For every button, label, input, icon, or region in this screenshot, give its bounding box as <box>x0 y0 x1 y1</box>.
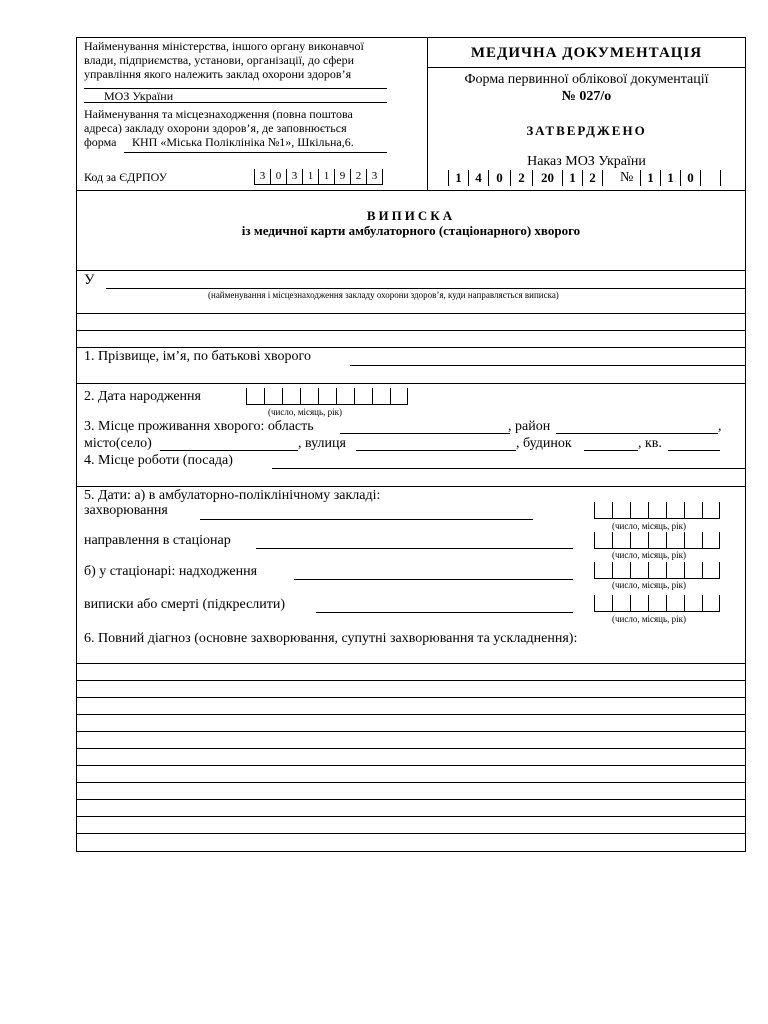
edrpou-digit: 1 <box>303 169 319 184</box>
discharge-date-cells[interactable] <box>594 595 720 612</box>
order-number-digit: 1 <box>641 170 661 186</box>
order-number-cells[interactable] <box>640 170 721 186</box>
doc-subtitle: із медичної карти амбулаторного (стаціонарного) хворого <box>241 223 581 238</box>
facility-label-line1: Найменування та місцезнаходження (повна поштова <box>84 107 353 121</box>
recipient-line-3[interactable] <box>76 330 746 331</box>
form-number: № 027/о <box>561 89 612 104</box>
residence-apt-label: , кв. <box>638 436 662 451</box>
birth-date-hint: (число, місяць, рік) <box>268 407 342 417</box>
diagnosis-line[interactable] <box>76 765 746 766</box>
discharge-line[interactable] <box>316 612 573 613</box>
workplace-line[interactable] <box>272 468 746 469</box>
residence-house-line[interactable] <box>584 450 638 451</box>
edrpou-digit: 3 <box>255 169 271 184</box>
field1-top-line <box>76 347 746 348</box>
ministry-value[interactable]: МОЗ України <box>104 89 174 103</box>
header-bottom-line <box>76 190 746 191</box>
ministry-underline-2 <box>84 102 387 103</box>
referral-date-hint: (число, місяць, рік) <box>612 550 686 560</box>
admission-date-cells[interactable] <box>594 562 720 579</box>
order-date-digit: 4 <box>469 170 489 186</box>
residence-district-label: , район <box>508 419 551 434</box>
header-right-line <box>427 67 746 68</box>
order-number-digit <box>701 170 721 186</box>
order-date-cells[interactable] <box>448 170 603 186</box>
diagnosis-label: 6. Повний діагноз (основне захворювання, супутні захворювання та ускладнення): <box>84 631 578 646</box>
order-date-digit: 2 <box>583 170 603 186</box>
diagnosis-line[interactable] <box>76 714 746 715</box>
ministry-label-line2: влади, підприємства, установи, організації, до сфери <box>84 53 355 67</box>
edrpou-label: Код за ЄДРПОУ <box>84 170 168 184</box>
residence-house-label: , будинок <box>516 436 572 451</box>
facility-label-line2: адреса) закладу охорони здоров’я, де заповнюється <box>84 121 347 135</box>
diagnosis-line[interactable] <box>76 782 746 783</box>
to-label: У <box>84 272 95 288</box>
birth-date-label: 2. Дата народження <box>84 389 201 404</box>
facility-label-prefix: форма <box>84 135 117 149</box>
dates-label: 5. Дати: а) в амбулаторно-поліклінічному закладі: <box>84 488 381 503</box>
residence-comma: , <box>718 419 722 434</box>
residence-street-line[interactable] <box>356 450 516 451</box>
ministry-label-line3: управління якого належить заклад охорони здоров’я <box>84 67 352 81</box>
form-line: Форма первинної облікової документації <box>464 72 709 87</box>
field1-bottom-line <box>76 383 746 384</box>
edrpou-digit: 0 <box>271 169 287 184</box>
illness-date-hint: (число, місяць, рік) <box>612 521 686 531</box>
order-number-digit: 1 <box>661 170 681 186</box>
diagnosis-line[interactable] <box>76 697 746 698</box>
illness-line[interactable] <box>200 519 533 520</box>
facility-value[interactable]: КНП «Міська Поліклініка №1», Шкільна,6. <box>132 135 354 149</box>
diagnosis-line[interactable] <box>76 748 746 749</box>
patient-name-line[interactable] <box>350 365 746 366</box>
residence-region-label: 3. Місце проживання хворого: область <box>84 419 314 434</box>
edrpou-digit: 2 <box>351 169 367 184</box>
diagnosis-line[interactable] <box>76 816 746 817</box>
order-date-digit: 0 <box>489 170 511 186</box>
edrpou-digit: 3 <box>367 169 383 184</box>
doc-title: МЕДИЧНА ДОКУМЕНТАЦІЯ <box>470 45 703 61</box>
order-date-digit: 2 <box>511 170 533 186</box>
admission-line[interactable] <box>294 579 573 580</box>
referral-line[interactable] <box>256 548 573 549</box>
order-date-digit: 1 <box>449 170 469 186</box>
order-no-sign: № <box>620 170 634 185</box>
residence-city-line[interactable] <box>160 450 298 451</box>
residence-city-label: місто(село) <box>84 436 152 451</box>
diagnosis-line[interactable] <box>76 680 746 681</box>
admission-date-hint: (число, місяць, рік) <box>612 580 686 590</box>
order-date-digit: 1 <box>563 170 583 186</box>
approved-label: ЗАТВЕРДЖЕНО <box>526 123 647 138</box>
order-number-digit: 0 <box>681 170 701 186</box>
order-date-digit: 20 <box>533 170 563 186</box>
patient-name-label: 1. Прізвище, ім’я, по батькові хворого <box>84 349 311 364</box>
residence-street-label: , вулиця <box>298 436 346 451</box>
edrpou-digit: 3 <box>287 169 303 184</box>
doc-main-title: ВИПИСКА <box>366 208 456 223</box>
edrpou-digit: 1 <box>319 169 335 184</box>
edrpou-cells[interactable] <box>254 169 383 185</box>
residence-region-line[interactable] <box>340 433 510 434</box>
discharge-date-hint: (число, місяць, рік) <box>612 614 686 624</box>
illness-label: захворювання <box>84 503 168 518</box>
discharge-label: виписки або смерті (підкреслити) <box>84 597 286 612</box>
referral-label: направлення в стаціонар <box>84 533 231 548</box>
recipient-line-2[interactable] <box>76 313 746 314</box>
diagnosis-line[interactable] <box>76 833 746 834</box>
residence-district-line[interactable] <box>556 433 718 434</box>
diagnosis-line[interactable] <box>76 799 746 800</box>
recipient-line[interactable] <box>106 288 746 289</box>
diagnosis-line[interactable] <box>76 663 746 664</box>
edrpou-digit: 9 <box>335 169 351 184</box>
admission-label: б) у стаціонарі: надходження <box>84 564 258 579</box>
residence-apt-line[interactable] <box>668 450 720 451</box>
illness-date-cells[interactable] <box>594 502 720 519</box>
diagnosis-line[interactable] <box>76 731 746 732</box>
facility-underline <box>124 152 387 153</box>
field4-bottom-line <box>76 486 746 487</box>
ministry-label-line1: Найменування міністерства, іншого органу виконавчої <box>84 39 364 53</box>
title-bottom-line <box>76 270 746 271</box>
referral-date-cells[interactable] <box>594 532 720 549</box>
workplace-label: 4. Місце роботи (посада) <box>84 453 233 468</box>
birth-date-cells[interactable] <box>246 388 408 405</box>
order-label: Наказ МОЗ України <box>527 154 646 169</box>
recipient-hint: (найменування і місцезнаходження закладу охорони здоров’я, куди направляється виписка) <box>208 290 559 300</box>
